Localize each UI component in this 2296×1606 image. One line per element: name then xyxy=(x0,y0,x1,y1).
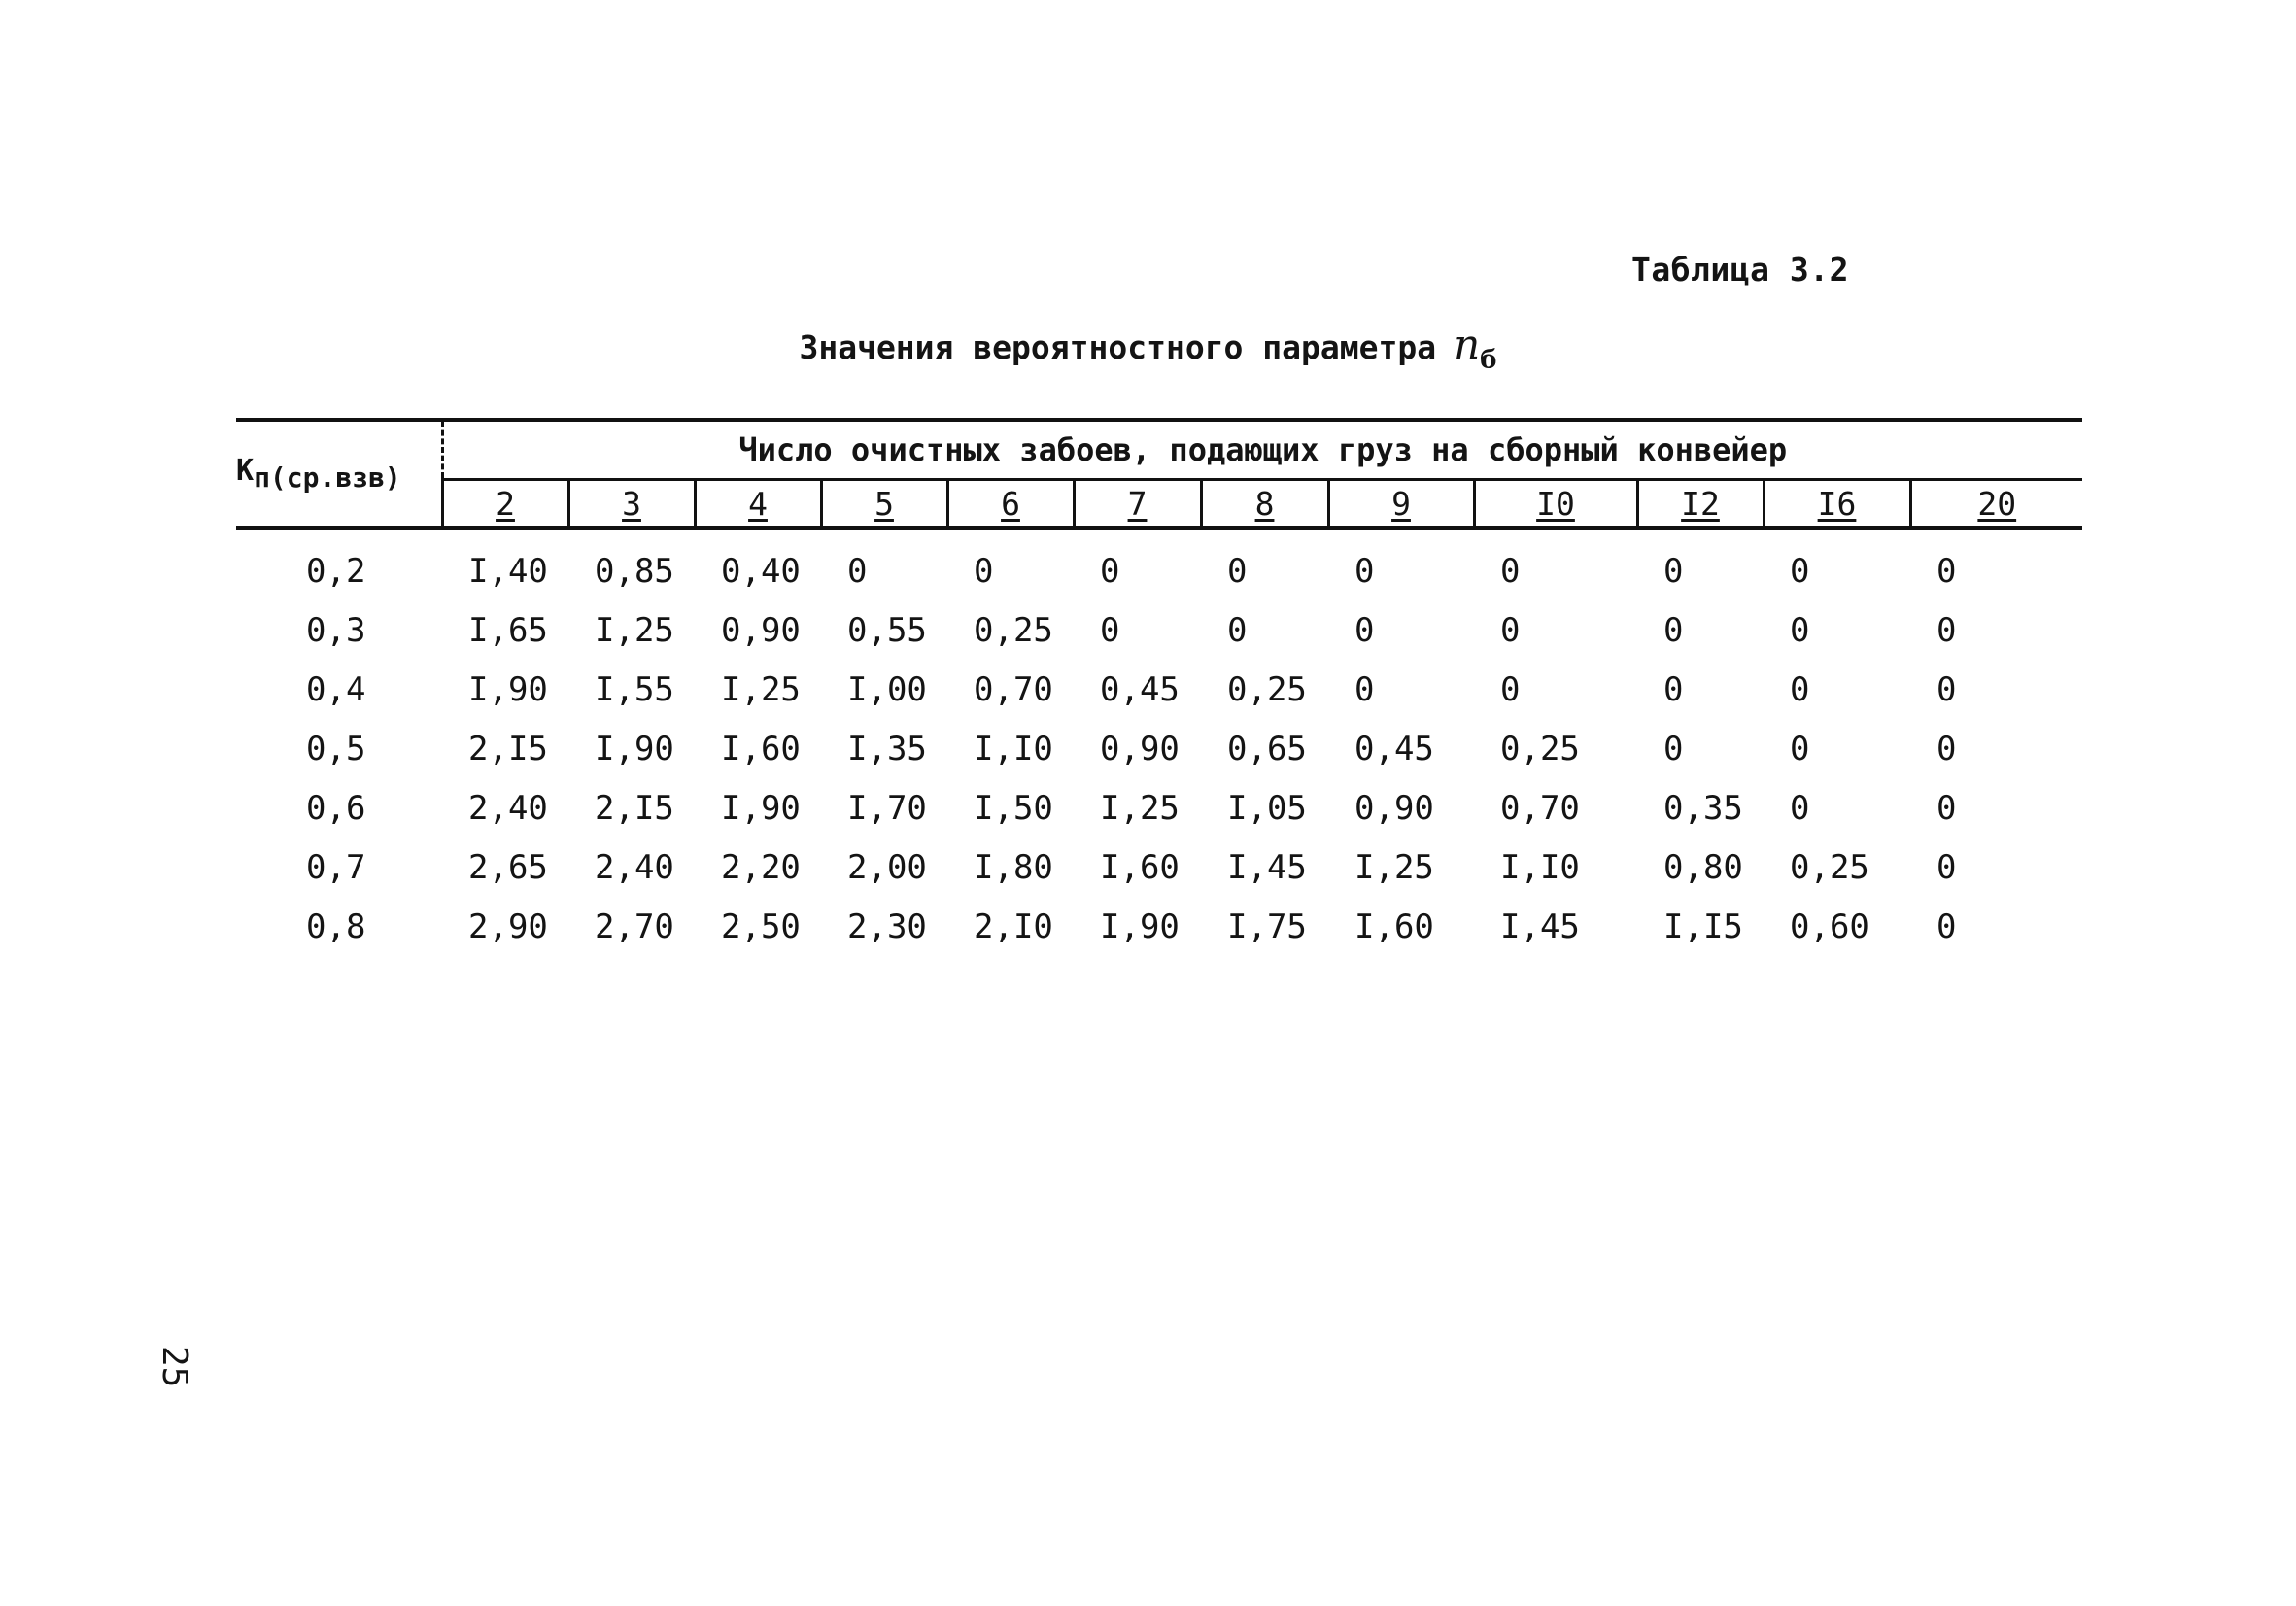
table-cell: 0 xyxy=(1500,669,1521,709)
table-cell: I,I0 xyxy=(1500,847,1580,887)
table-cell: 2,00 xyxy=(847,847,927,887)
page-number: 25 xyxy=(154,1346,194,1388)
table-cell: 0 xyxy=(974,551,994,591)
table-row xyxy=(236,897,2082,956)
table-cell: 0 xyxy=(1100,551,1120,591)
table-cell: 0,70 xyxy=(974,669,1053,709)
row-k-value: 0,8 xyxy=(306,906,366,946)
table-cell: I,45 xyxy=(1500,906,1580,946)
table-cell: 0,85 xyxy=(595,551,674,591)
table-cell: I,65 xyxy=(468,610,548,650)
table-cell: 0 xyxy=(1790,551,1810,591)
table-cell: 2,70 xyxy=(595,906,674,946)
table-cell: I,35 xyxy=(847,729,927,769)
column-header: I6 xyxy=(1764,480,1910,529)
table-cell: 0 xyxy=(1100,610,1120,650)
table-cell: 0 xyxy=(1790,610,1810,650)
table-cell: 0,25 xyxy=(1227,669,1307,709)
table-cell: 0 xyxy=(1790,788,1810,828)
table-cell: 0 xyxy=(1936,847,1957,887)
table-cell: 0 xyxy=(1663,610,1684,650)
table-cell: 0 xyxy=(1354,669,1375,709)
column-header: 8 xyxy=(1201,480,1328,529)
table-cell: 2,30 xyxy=(847,906,927,946)
table-cell: 0,55 xyxy=(847,610,927,650)
column-group-header: Число очистных забоев, подающих груз на сборный конвейер xyxy=(442,420,2082,480)
table-cell: 2,65 xyxy=(468,847,548,887)
table-cell: 2,40 xyxy=(595,847,674,887)
row-header-k: $К_{п(ср.взв)}$ xyxy=(236,420,442,528)
table-cell: 0 xyxy=(1227,551,1248,591)
table-row xyxy=(236,778,2082,837)
table-cell: 0 xyxy=(1663,669,1684,709)
table-title xyxy=(0,321,2296,374)
table-cell: 0,40 xyxy=(721,551,801,591)
table-cell: 0 xyxy=(1936,906,1957,946)
parameter-symbol: $n_б$ xyxy=(1454,321,1497,375)
table-cell: I,60 xyxy=(1100,847,1180,887)
table-cell: I,45 xyxy=(1227,847,1307,887)
table-row xyxy=(236,719,2082,778)
table-cell: 0 xyxy=(1663,551,1684,591)
table-row xyxy=(236,837,2082,897)
row-k-value: 0,2 xyxy=(306,551,366,591)
table-cell: I,50 xyxy=(974,788,1053,828)
table-cell: I,40 xyxy=(468,551,548,591)
table-cell: 2,I5 xyxy=(595,788,674,828)
table-cell: 0 xyxy=(1500,551,1521,591)
row-k-value: 0,6 xyxy=(306,788,366,828)
row-k-value: 0,7 xyxy=(306,847,366,887)
table-cell: I,90 xyxy=(721,788,801,828)
column-header: 20 xyxy=(1910,480,2082,529)
column-header: 5 xyxy=(821,480,947,529)
table-cell: I,00 xyxy=(847,669,927,709)
table-cell: 0,90 xyxy=(1100,729,1180,769)
table-cell: 0,90 xyxy=(1354,788,1434,828)
table-cell: I,90 xyxy=(468,669,548,709)
table-cell: 2,I0 xyxy=(974,906,1053,946)
table-cell: I,05 xyxy=(1227,788,1307,828)
table-cell: I,90 xyxy=(1100,906,1180,946)
table-cell: 2,50 xyxy=(721,906,801,946)
column-header: I2 xyxy=(1637,480,1764,529)
row-k-value: 0,4 xyxy=(306,669,366,709)
table-cell: 0,25 xyxy=(1790,847,1869,887)
table-cell: 0,45 xyxy=(1100,669,1180,709)
table-body xyxy=(236,528,2082,956)
table-cell: 2,I5 xyxy=(468,729,548,769)
table-cell: 0,25 xyxy=(1500,729,1580,769)
table-cell: 2,20 xyxy=(721,847,801,887)
table-cell: 0 xyxy=(1936,669,1957,709)
table-cell: 2,90 xyxy=(468,906,548,946)
table-row xyxy=(236,600,2082,660)
table-cell: 0,90 xyxy=(721,610,801,650)
table-cell: 0 xyxy=(1354,610,1375,650)
probability-parameter-table xyxy=(236,418,2082,956)
table-cell: 0,80 xyxy=(1663,847,1743,887)
column-header: 6 xyxy=(947,480,1074,529)
table-cell: 0 xyxy=(1936,788,1957,828)
table-caption: Таблица 3.2 xyxy=(1630,251,1849,289)
column-header: 9 xyxy=(1328,480,1474,529)
column-header: 7 xyxy=(1074,480,1201,529)
table-cell: 0 xyxy=(1790,669,1810,709)
table-cell: 0,70 xyxy=(1500,788,1580,828)
table-cell: I,I0 xyxy=(974,729,1053,769)
column-header: 3 xyxy=(568,480,695,529)
table-cell: I,90 xyxy=(595,729,674,769)
table-cell: I,80 xyxy=(974,847,1053,887)
table-cell: I,I5 xyxy=(1663,906,1743,946)
table-row xyxy=(236,660,2082,719)
table-cell: 0 xyxy=(1936,729,1957,769)
table-cell: 0 xyxy=(1936,551,1957,591)
table-row xyxy=(236,528,2082,600)
table-cell: 0,60 xyxy=(1790,906,1869,946)
table-cell: I,25 xyxy=(721,669,801,709)
table-cell: 0 xyxy=(1936,610,1957,650)
table-cell: I,60 xyxy=(721,729,801,769)
table-cell: I,60 xyxy=(1354,906,1434,946)
table-cell: I,70 xyxy=(847,788,927,828)
table-cell: 0 xyxy=(847,551,868,591)
table-cell: I,55 xyxy=(595,669,674,709)
table-cell: I,25 xyxy=(595,610,674,650)
table-cell: 0 xyxy=(1354,551,1375,591)
table-cell: 0,65 xyxy=(1227,729,1307,769)
row-k-value: 0,3 xyxy=(306,610,366,650)
table-cell: 0 xyxy=(1500,610,1521,650)
table-cell: 0,45 xyxy=(1354,729,1434,769)
column-header: 2 xyxy=(442,480,568,529)
table-cell: 0 xyxy=(1227,610,1248,650)
table-cell: I,75 xyxy=(1227,906,1307,946)
table-cell: 0 xyxy=(1663,729,1684,769)
table-cell: 2,40 xyxy=(468,788,548,828)
table-title-text: Значения вероятностного параметра xyxy=(799,328,1437,366)
row-k-value: 0,5 xyxy=(306,729,366,769)
column-header: I0 xyxy=(1474,480,1637,529)
table-cell: I,25 xyxy=(1354,847,1434,887)
column-header: 4 xyxy=(695,480,821,529)
table-cell: 0,25 xyxy=(974,610,1053,650)
table-cell: I,25 xyxy=(1100,788,1180,828)
table-cell: 0 xyxy=(1790,729,1810,769)
table-cell: 0,35 xyxy=(1663,788,1743,828)
